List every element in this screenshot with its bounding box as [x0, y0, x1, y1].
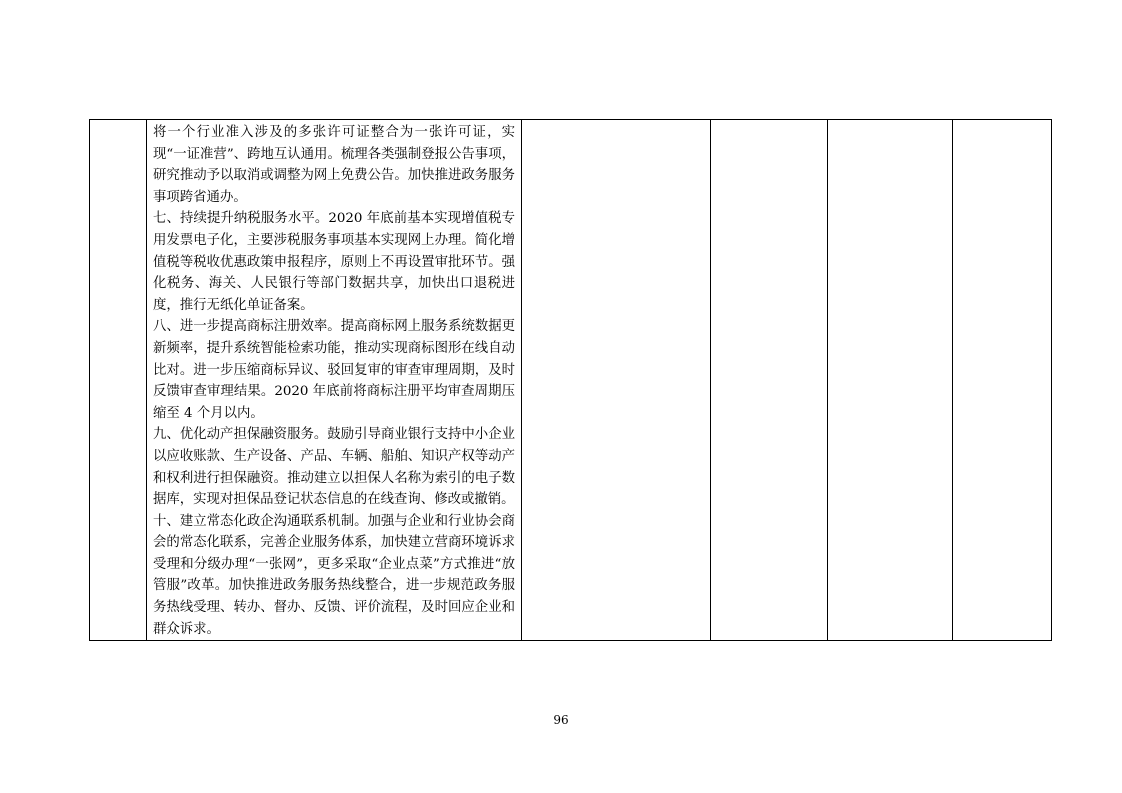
table-cell-empty-5 — [828, 120, 953, 641]
content-paragraph-3: 八、进一步提高商标注册效率。提高商标网上服务系统数据更新频率，提升系统智能检索功能，推动实现商标图形在线自动比对。进一步压缩商标异议、驳回复审的审查审理周期，及时反馈审查审理结果。2020 年底前将商标注册平均审查周期压缩至 4 个月以内。 — [153, 319, 515, 421]
content-paragraph-2: 七、持续提升纳税服务水平。2020 年底前基本实现增值税专用发票电子化，主要涉税服务事项基本实现网上办理。简化增值税等税收优惠政策申报程序，原则上不再设置审批环节。强化税务、海关、人民银行等部门数据共享，加快出口退税进度，推行无纸化单证备案。 — [153, 211, 515, 313]
table-cell-index — [90, 120, 147, 641]
table-cell-content — [147, 120, 522, 641]
page-number: 96 — [553, 713, 569, 727]
table-cell-empty-6 — [953, 120, 1052, 641]
content-paragraph-1: 将一个行业准入涉及的多张许可证整合为一张许可证，实现“一证准营”、跨地互认通用。梳理各类强制登报公告事项，研究推动予以取消或调整为网上免费公告。加快推进政务服务事项跨省通办。 — [153, 125, 515, 205]
content-paragraph-5: 十、建立常态化政企沟通联系机制。加强与企业和行业协会商会的常态化联系，完善企业服务体系，加快建立营商环境诉求受理和分级办理“一张网”，更多采取“企业点菜”方式推进“放管服”改革。加快推进政务服务热线整合，进一步规范政务服务热线受理、转办、督办、反馈、评价流程，及时回应企业和群众诉求。 — [153, 513, 515, 637]
table-row — [90, 120, 1052, 641]
content-paragraph-4: 九、优化动产担保融资服务。鼓励引导商业银行支持中小企业以应收账款、生产设备、产品、车辆、船舶、知识产权等动产和权利进行担保融资。推动建立以担保人名称为索引的电子数据库，实现对担保品登记状态信息的在线查询、修改或撤销。 — [153, 427, 515, 508]
document-table — [89, 119, 1052, 641]
table-cell-empty-4 — [711, 120, 828, 641]
table-cell-empty-3 — [522, 120, 711, 641]
